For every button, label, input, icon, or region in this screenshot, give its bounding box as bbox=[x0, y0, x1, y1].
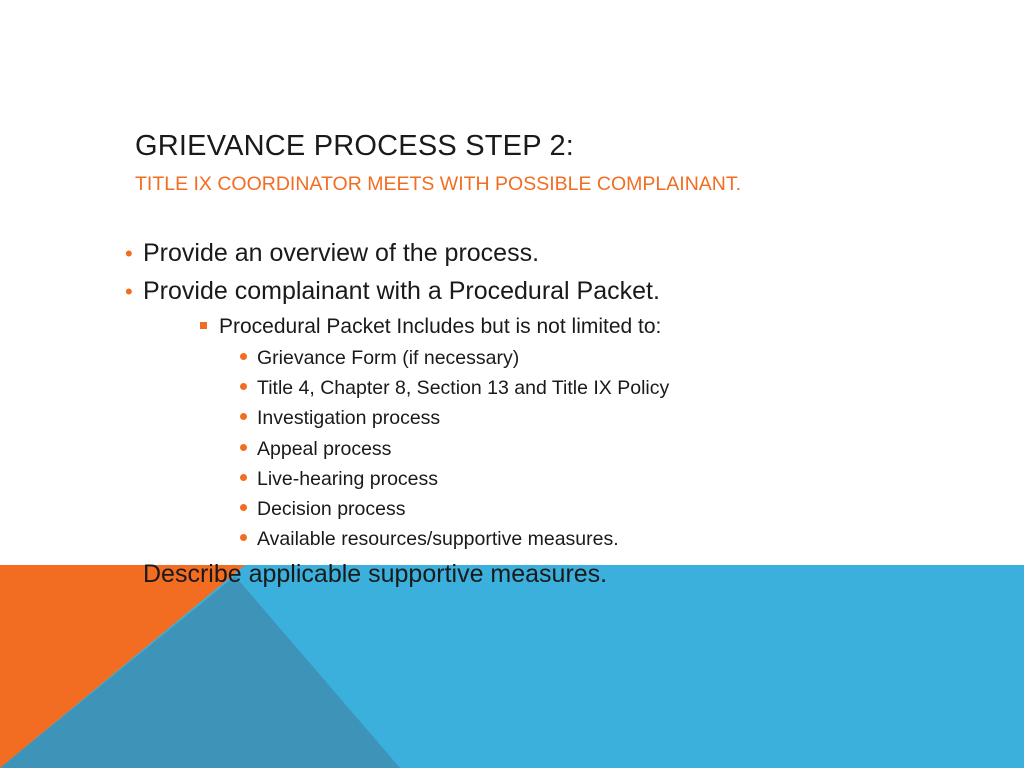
round-bullet-icon bbox=[240, 474, 247, 481]
bullet-dot-icon: • bbox=[125, 241, 133, 266]
round-bullet-icon bbox=[240, 353, 247, 360]
round-bullet-icon bbox=[240, 534, 247, 541]
list-item: Live-hearing process bbox=[240, 464, 669, 494]
round-bullet-icon bbox=[240, 413, 247, 420]
list-item: Investigation process bbox=[240, 403, 669, 433]
round-bullet-icon bbox=[240, 444, 247, 451]
list-item: Grievance Form (if necessary) bbox=[240, 343, 669, 373]
packet-items-list bbox=[240, 343, 669, 554]
slide-subtitle: TITLE IX COORDINATOR MEETS WITH POSSIBLE COMPLAINANT. bbox=[135, 173, 742, 195]
list-item: Appeal process bbox=[240, 434, 669, 464]
bullet-item: • Provide an overview of the process. bbox=[125, 236, 660, 274]
slide-title: GRIEVANCE PROCESS STEP 2: bbox=[135, 130, 575, 162]
describe-measures-text: Describe applicable supportive measures. bbox=[143, 560, 608, 588]
round-bullet-icon bbox=[240, 504, 247, 511]
square-bullet-icon bbox=[200, 322, 207, 329]
list-item: Available resources/supportive measures. bbox=[240, 524, 669, 554]
list-item: Decision process bbox=[240, 494, 669, 524]
bullet-item: • Provide complainant with a Procedural Packet. bbox=[125, 274, 660, 312]
round-bullet-icon bbox=[240, 383, 247, 390]
sub-bullet-list bbox=[200, 312, 661, 342]
sub-bullet-item: Procedural Packet Includes but is not limited to: bbox=[200, 312, 661, 342]
bullet-dot-icon: • bbox=[125, 279, 133, 304]
main-bullet-list bbox=[125, 236, 660, 312]
list-item: Title 4, Chapter 8, Section 13 and Title IX Policy bbox=[240, 373, 669, 403]
